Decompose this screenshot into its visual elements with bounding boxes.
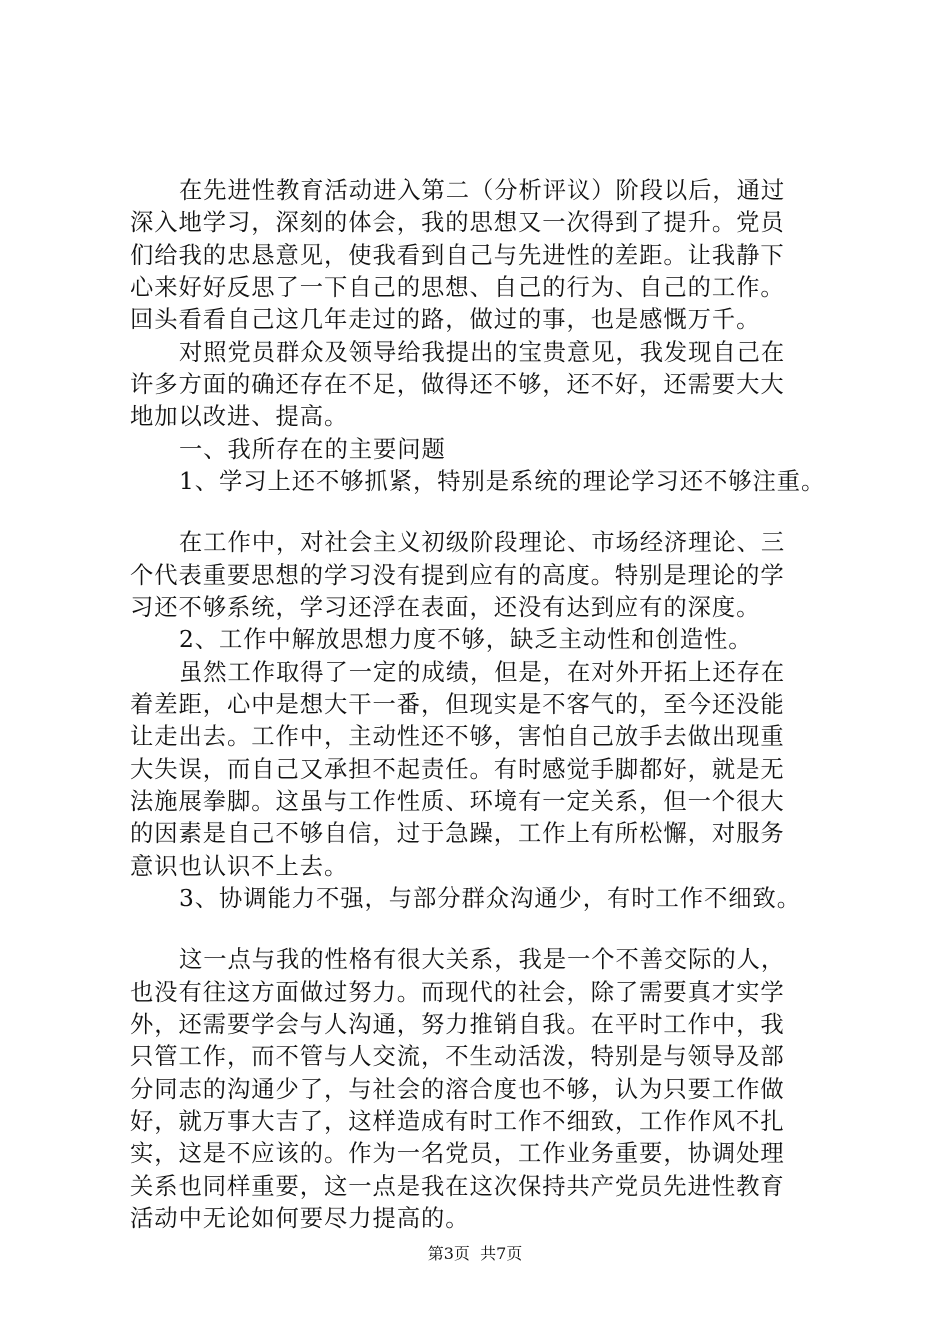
paragraph-line: 回头看看自己这几年走过的路，做过的事，也是感慨万千。 [130, 306, 761, 333]
paragraph-line: 活动中无论如何要尽力提高的。 [130, 1205, 470, 1232]
paragraph-line: 分同志的沟通少了，与社会的溶合度也不够，认为只要工作做 [130, 1076, 785, 1103]
subsection-heading: 1、学习上还不够抓紧，特别是系统的理论学习还不够注重。 [179, 468, 826, 495]
paragraph-line: 实，这是不应该的。作为一名党员，工作业务重要，协调处理 [130, 1140, 785, 1167]
paragraph-line: 在工作中，对社会主义初级阶段理论、市场经济理论、三 [179, 529, 786, 556]
paragraph-line: 法施展拳脚。这虽与工作性质、环境有一定关系，但一个很大 [130, 788, 785, 815]
paragraph-line: 虽然工作取得了一定的成绩，但是，在对外开拓上还存在 [179, 659, 786, 686]
paragraph-line: 对照党员群众及领导给我提出的宝贵意见，我发现自己在 [179, 339, 786, 366]
paragraph-line: 让走出去。工作中，主动性还不够，害怕自己放手去做出现重 [130, 723, 785, 750]
paragraph-line: 的因素是自己不够自信，过于急躁，工作上有所松懈，对服务 [130, 820, 785, 847]
paragraph-line: 地加以改进、提高。 [130, 403, 349, 430]
subsection-heading: 2、工作中解放思想力度不够，缺乏主动性和创造性。 [179, 626, 753, 653]
paragraph-line: 也没有往这方面做过努力。而现代的社会，除了需要真才实学 [130, 979, 785, 1006]
paragraph-line: 着差距，心中是想大干一番，但现实是不客气的，至今还没能 [130, 691, 785, 718]
paragraph-line: 意识也认识不上去。 [130, 853, 349, 880]
page-number-footer: 第3页 共7页 [427, 1244, 523, 1263]
paragraph-line: 习还不够系统，学习还浮在表面，还没有达到应有的深度。 [130, 594, 761, 621]
paragraph-line: 这一点与我的性格有很大关系，我是一个不善交际的人， [179, 946, 786, 973]
paragraph-line: 好，就万事大吉了，这样造成有时工作不细致，工作作风不扎 [130, 1108, 785, 1135]
paragraph-line: 心来好好反思了一下自己的思想、自己的行为、自己的工作。 [130, 274, 785, 301]
section-heading: 一、我所存在的主要问题 [179, 436, 446, 463]
paragraph-line: 在先进性教育活动进入第二（分析评议）阶段以后，通过 [179, 177, 786, 204]
paragraph-line: 深入地学习，深刻的体会，我的思想又一次得到了提升。党员 [130, 209, 785, 236]
paragraph-line: 关系也同样重要，这一点是我在这次保持共产党员先进性教育 [130, 1173, 785, 1200]
subsection-heading: 3、协调能力不强，与部分群众沟通少，有时工作不细致。 [179, 885, 801, 912]
paragraph-line: 们给我的忠恳意见，使我看到自己与先进性的差距。让我静下 [130, 242, 785, 269]
paragraph-line: 只管工作，而不管与人交流，不生动活泼，特别是与领导及部 [130, 1043, 785, 1070]
paragraph-line: 大失误，而自己又承担不起责任。有时感觉手脚都好，就是无 [130, 756, 785, 783]
paragraph-line: 外，还需要学会与人沟通，努力推销自我。在平时工作中，我 [130, 1011, 785, 1038]
paragraph-line: 个代表重要思想的学习没有提到应有的高度。特别是理论的学 [130, 562, 785, 589]
paragraph-line: 许多方面的确还存在不足，做得还不够，还不好，还需要大大 [130, 371, 785, 398]
